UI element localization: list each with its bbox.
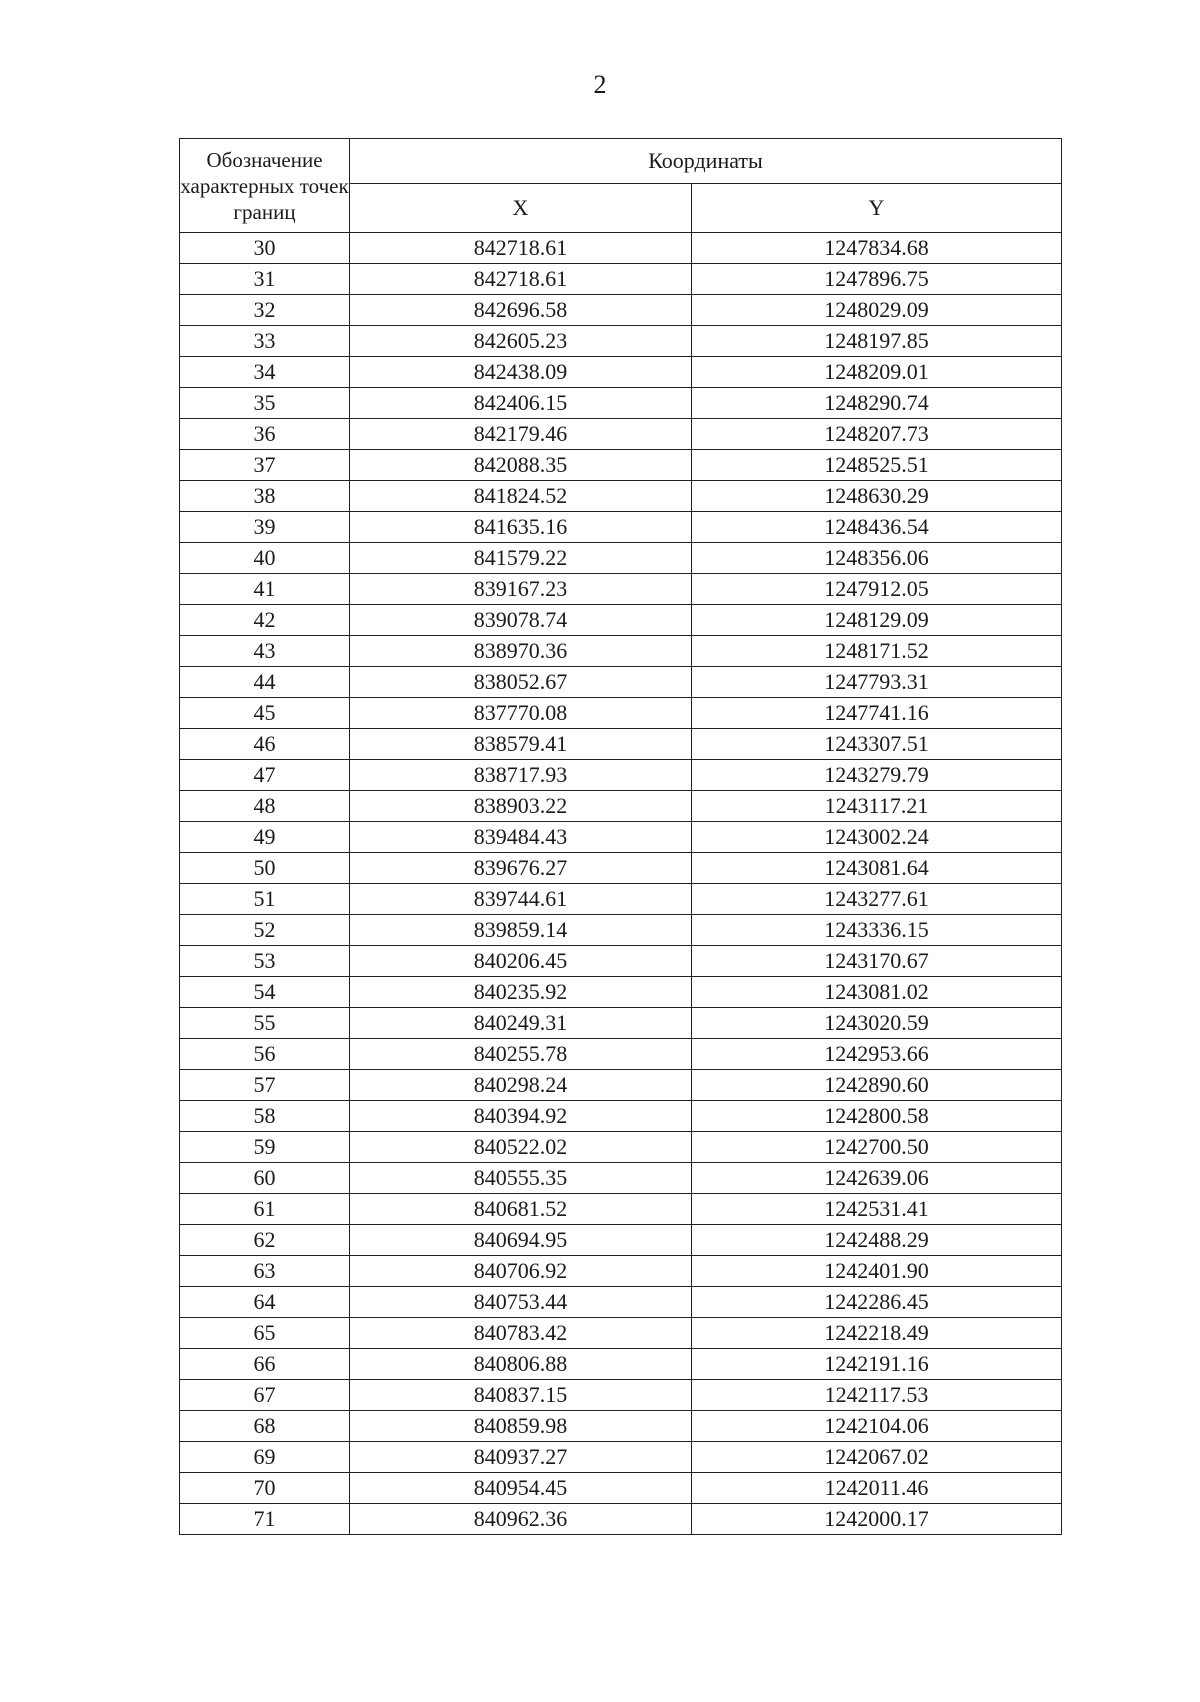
cell-y: 1242531.41 xyxy=(692,1194,1062,1225)
cell-x: 842179.46 xyxy=(350,419,692,450)
cell-y: 1242401.90 xyxy=(692,1256,1062,1287)
cell-x: 837770.08 xyxy=(350,698,692,729)
table-row xyxy=(180,1101,1062,1132)
cell-y: 1242953.66 xyxy=(692,1039,1062,1070)
table-row xyxy=(180,791,1062,822)
cell-point: 42 xyxy=(180,605,350,636)
header-point-designation: Обозначение характерных точек границ xyxy=(180,139,350,233)
cell-x: 840753.44 xyxy=(350,1287,692,1318)
cell-point: 46 xyxy=(180,729,350,760)
table-row xyxy=(180,1225,1062,1256)
cell-x: 838052.67 xyxy=(350,667,692,698)
cell-point: 48 xyxy=(180,791,350,822)
cell-point: 59 xyxy=(180,1132,350,1163)
cell-point: 63 xyxy=(180,1256,350,1287)
cell-x: 840394.92 xyxy=(350,1101,692,1132)
cell-point: 61 xyxy=(180,1194,350,1225)
table-row xyxy=(180,884,1062,915)
cell-y: 1247912.05 xyxy=(692,574,1062,605)
cell-x: 840837.15 xyxy=(350,1380,692,1411)
cell-y: 1248290.74 xyxy=(692,388,1062,419)
cell-x: 840783.42 xyxy=(350,1318,692,1349)
table-row xyxy=(180,1349,1062,1380)
cell-point: 54 xyxy=(180,977,350,1008)
table-row xyxy=(180,1318,1062,1349)
cell-y: 1242191.16 xyxy=(692,1349,1062,1380)
cell-x: 840255.78 xyxy=(350,1039,692,1070)
cell-x: 840954.45 xyxy=(350,1473,692,1504)
table-row xyxy=(180,977,1062,1008)
cell-point: 33 xyxy=(180,326,350,357)
table-header xyxy=(180,139,1062,233)
cell-point: 66 xyxy=(180,1349,350,1380)
table-row xyxy=(180,1008,1062,1039)
cell-y: 1242067.02 xyxy=(692,1442,1062,1473)
cell-y: 1248356.06 xyxy=(692,543,1062,574)
header-x: X xyxy=(350,184,692,233)
table-row xyxy=(180,1194,1062,1225)
page-number: 2 xyxy=(593,70,607,99)
cell-y: 1248129.09 xyxy=(692,605,1062,636)
cell-x: 842605.23 xyxy=(350,326,692,357)
table-row xyxy=(180,1163,1062,1194)
cell-y: 1248197.85 xyxy=(692,326,1062,357)
cell-x: 841579.22 xyxy=(350,543,692,574)
table-row xyxy=(180,822,1062,853)
cell-x: 840962.36 xyxy=(350,1504,692,1535)
cell-point: 38 xyxy=(180,481,350,512)
cell-point: 68 xyxy=(180,1411,350,1442)
cell-x: 840681.52 xyxy=(350,1194,692,1225)
cell-x: 841824.52 xyxy=(350,481,692,512)
cell-y: 1242890.60 xyxy=(692,1070,1062,1101)
table-row xyxy=(180,1411,1062,1442)
cell-y: 1243081.64 xyxy=(692,853,1062,884)
table-row xyxy=(180,1070,1062,1101)
table-row xyxy=(180,636,1062,667)
cell-point: 35 xyxy=(180,388,350,419)
cell-x: 842718.61 xyxy=(350,264,692,295)
cell-point: 34 xyxy=(180,357,350,388)
cell-point: 30 xyxy=(180,233,350,264)
cell-point: 43 xyxy=(180,636,350,667)
cell-y: 1247741.16 xyxy=(692,698,1062,729)
cell-point: 56 xyxy=(180,1039,350,1070)
table-row xyxy=(180,357,1062,388)
cell-point: 52 xyxy=(180,915,350,946)
header-coordinates: Координаты xyxy=(350,139,1062,184)
cell-point: 67 xyxy=(180,1380,350,1411)
cell-point: 45 xyxy=(180,698,350,729)
table-row xyxy=(180,419,1062,450)
cell-x: 838903.22 xyxy=(350,791,692,822)
cell-y: 1242011.46 xyxy=(692,1473,1062,1504)
cell-point: 69 xyxy=(180,1442,350,1473)
cell-point: 37 xyxy=(180,450,350,481)
cell-point: 47 xyxy=(180,760,350,791)
cell-point: 55 xyxy=(180,1008,350,1039)
table-row xyxy=(180,1287,1062,1318)
cell-x: 841635.16 xyxy=(350,512,692,543)
cell-point: 58 xyxy=(180,1101,350,1132)
cell-point: 44 xyxy=(180,667,350,698)
table-body xyxy=(180,233,1062,1535)
cell-x: 839676.27 xyxy=(350,853,692,884)
cell-y: 1243336.15 xyxy=(692,915,1062,946)
table-row xyxy=(180,667,1062,698)
cell-x: 840206.45 xyxy=(350,946,692,977)
cell-point: 65 xyxy=(180,1318,350,1349)
cell-x: 839484.43 xyxy=(350,822,692,853)
cell-y: 1242700.50 xyxy=(692,1132,1062,1163)
cell-x: 842438.09 xyxy=(350,357,692,388)
cell-y: 1242000.17 xyxy=(692,1504,1062,1535)
cell-y: 1243117.21 xyxy=(692,791,1062,822)
cell-point: 64 xyxy=(180,1287,350,1318)
cell-y: 1248525.51 xyxy=(692,450,1062,481)
cell-x: 838717.93 xyxy=(350,760,692,791)
cell-point: 71 xyxy=(180,1504,350,1535)
table-row xyxy=(180,946,1062,977)
cell-point: 49 xyxy=(180,822,350,853)
cell-x: 842696.58 xyxy=(350,295,692,326)
table-row xyxy=(180,1132,1062,1163)
table-row xyxy=(180,233,1062,264)
cell-point: 53 xyxy=(180,946,350,977)
table-row xyxy=(180,450,1062,481)
cell-x: 838970.36 xyxy=(350,636,692,667)
table-row xyxy=(180,1039,1062,1070)
cell-point: 36 xyxy=(180,419,350,450)
cell-y: 1243002.24 xyxy=(692,822,1062,853)
cell-y: 1242800.58 xyxy=(692,1101,1062,1132)
table-row xyxy=(180,1380,1062,1411)
cell-x: 842718.61 xyxy=(350,233,692,264)
cell-y: 1242104.06 xyxy=(692,1411,1062,1442)
table-row xyxy=(180,698,1062,729)
cell-x: 840859.98 xyxy=(350,1411,692,1442)
cell-x: 839167.23 xyxy=(350,574,692,605)
header-y: Y xyxy=(692,184,1062,233)
cell-x: 842406.15 xyxy=(350,388,692,419)
table-row xyxy=(180,388,1062,419)
table-row xyxy=(180,481,1062,512)
cell-y: 1243020.59 xyxy=(692,1008,1062,1039)
cell-point: 50 xyxy=(180,853,350,884)
cell-x: 840555.35 xyxy=(350,1163,692,1194)
cell-y: 1242639.06 xyxy=(692,1163,1062,1194)
cell-x: 840937.27 xyxy=(350,1442,692,1473)
cell-x: 842088.35 xyxy=(350,450,692,481)
coordinates-table xyxy=(179,138,1062,1535)
cell-y: 1242286.45 xyxy=(692,1287,1062,1318)
table-row xyxy=(180,295,1062,326)
cell-point: 70 xyxy=(180,1473,350,1504)
table-row xyxy=(180,915,1062,946)
table-row xyxy=(180,1256,1062,1287)
cell-x: 839078.74 xyxy=(350,605,692,636)
cell-point: 41 xyxy=(180,574,350,605)
cell-x: 839859.14 xyxy=(350,915,692,946)
table-row xyxy=(180,264,1062,295)
table-row xyxy=(180,1442,1062,1473)
cell-y: 1248029.09 xyxy=(692,295,1062,326)
table-row xyxy=(180,543,1062,574)
cell-x: 840249.31 xyxy=(350,1008,692,1039)
cell-y: 1248209.01 xyxy=(692,357,1062,388)
cell-point: 40 xyxy=(180,543,350,574)
table-row xyxy=(180,326,1062,357)
cell-point: 60 xyxy=(180,1163,350,1194)
cell-y: 1247834.68 xyxy=(692,233,1062,264)
cell-x: 838579.41 xyxy=(350,729,692,760)
cell-y: 1243170.67 xyxy=(692,946,1062,977)
cell-y: 1242117.53 xyxy=(692,1380,1062,1411)
cell-point: 31 xyxy=(180,264,350,295)
cell-y: 1248630.29 xyxy=(692,481,1062,512)
cell-point: 57 xyxy=(180,1070,350,1101)
cell-y: 1248436.54 xyxy=(692,512,1062,543)
cell-x: 840235.92 xyxy=(350,977,692,1008)
cell-x: 840522.02 xyxy=(350,1132,692,1163)
cell-x: 840298.24 xyxy=(350,1070,692,1101)
cell-y: 1242488.29 xyxy=(692,1225,1062,1256)
cell-y: 1247793.31 xyxy=(692,667,1062,698)
cell-y: 1247896.75 xyxy=(692,264,1062,295)
cell-y: 1242218.49 xyxy=(692,1318,1062,1349)
table-row xyxy=(180,1504,1062,1535)
table-row xyxy=(180,574,1062,605)
cell-point: 32 xyxy=(180,295,350,326)
cell-y: 1248207.73 xyxy=(692,419,1062,450)
cell-x: 839744.61 xyxy=(350,884,692,915)
table-row xyxy=(180,512,1062,543)
cell-x: 840806.88 xyxy=(350,1349,692,1380)
cell-y: 1243279.79 xyxy=(692,760,1062,791)
table-row xyxy=(180,853,1062,884)
cell-point: 51 xyxy=(180,884,350,915)
cell-y: 1243081.02 xyxy=(692,977,1062,1008)
cell-point: 62 xyxy=(180,1225,350,1256)
cell-y: 1243307.51 xyxy=(692,729,1062,760)
table-row xyxy=(180,1473,1062,1504)
cell-y: 1243277.61 xyxy=(692,884,1062,915)
cell-point: 39 xyxy=(180,512,350,543)
cell-y: 1248171.52 xyxy=(692,636,1062,667)
cell-x: 840706.92 xyxy=(350,1256,692,1287)
table-row xyxy=(180,605,1062,636)
table-row xyxy=(180,729,1062,760)
cell-x: 840694.95 xyxy=(350,1225,692,1256)
table-row xyxy=(180,760,1062,791)
